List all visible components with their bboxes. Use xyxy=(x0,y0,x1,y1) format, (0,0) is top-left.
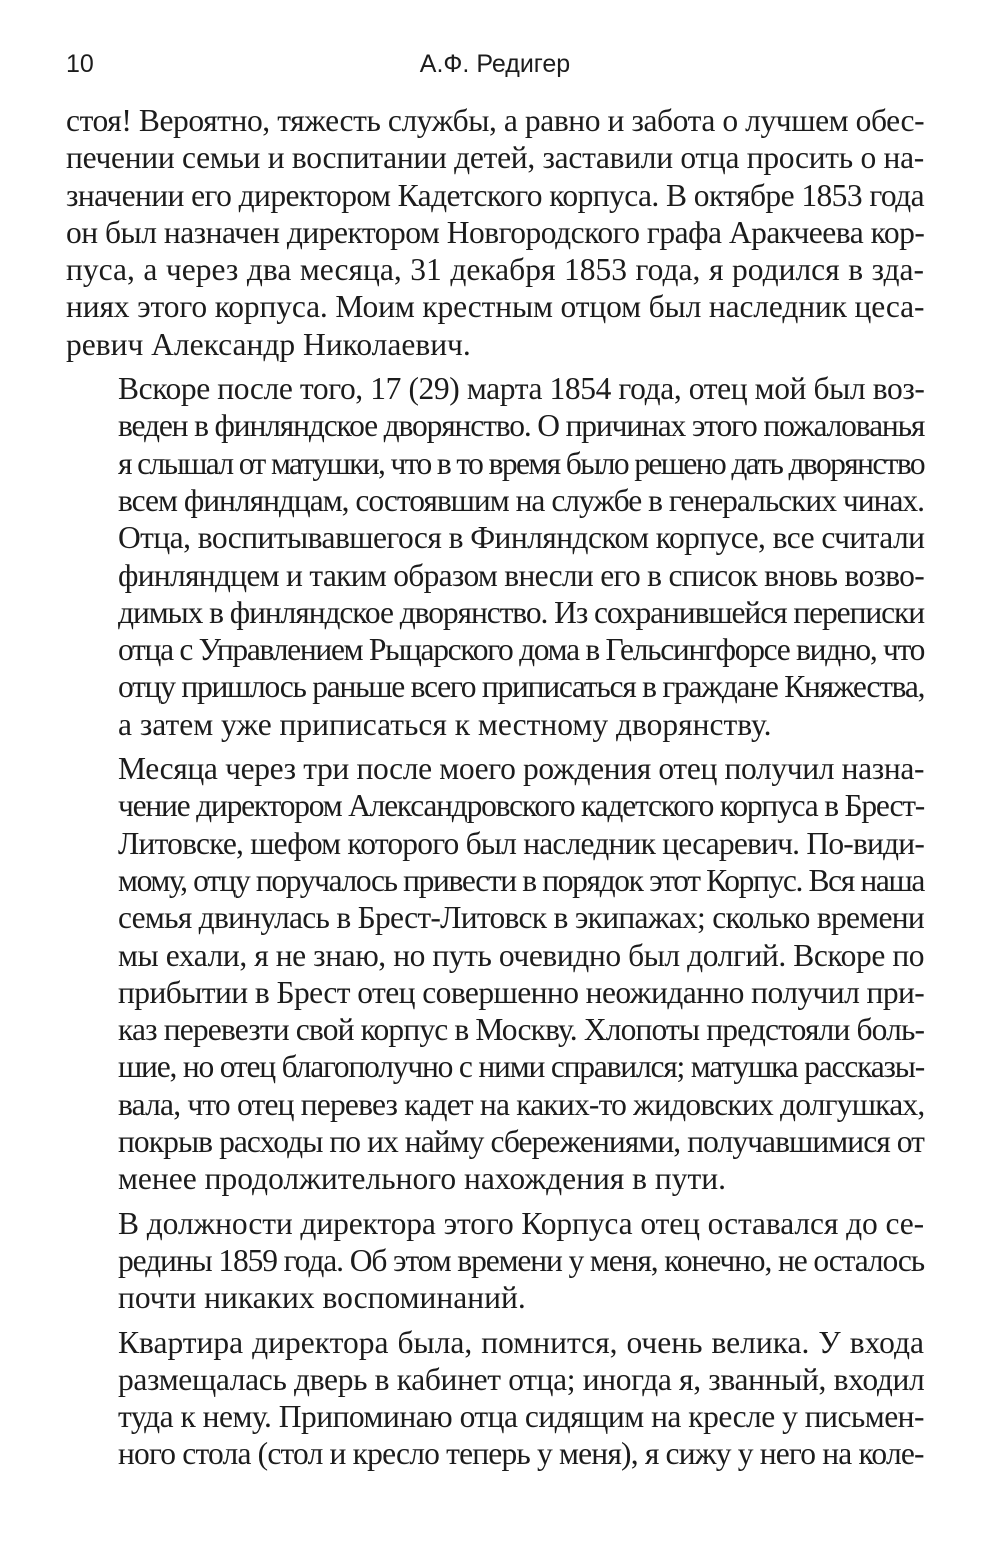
page-number: 10 xyxy=(66,50,94,78)
text-line: он был назначен директором Новгородского графа Аракчеева кор- xyxy=(66,214,925,250)
text-line: стоя! Вероятно, тяжесть службы, а равно и забота о лучшем обес- xyxy=(66,103,925,138)
text-line: отцу пришлось раньше всего приписаться в граждане Княжества, xyxy=(118,669,925,705)
text-line: менее продолжительного нахождения в пути. xyxy=(118,1161,727,1197)
paragraph xyxy=(66,102,924,363)
text-line: прибытии в Брест отец совершенно неожиданно получил при- xyxy=(118,974,925,1010)
text-line: каз перевезти свой корпус в Москву. Хлопоты предстояли боль- xyxy=(118,1012,925,1048)
text-line: В должности директора этого Корпуса отец оставался до се- xyxy=(118,1205,924,1241)
text-line: чение директором Александровского кадетского корпуса в Брест- xyxy=(118,788,925,824)
text-line: я слышал от матушки, что в то время было решено дать дворянство xyxy=(118,445,924,481)
text-line: димых в финляндское дворянство. Из сохранившейся переписки xyxy=(118,594,924,630)
text-line: Вскоре после того, 17 (29) марта 1854 года, отец мой был воз- xyxy=(118,371,925,407)
text-line: ревич Александр Николаевич. xyxy=(66,326,471,362)
text-line: отца с Управлением Рыцарского дома в Гельсингфорсе видно, что xyxy=(118,632,925,668)
text-line: веден в финляндское дворянство. О причинах этого пожалованья xyxy=(118,408,925,444)
paragraph xyxy=(66,750,924,1198)
text-line: финляндцем и таким образом внесли его в список вновь возво- xyxy=(118,557,924,593)
text-line: шие, но отец благополучно с ними справился; матушка рассказы- xyxy=(118,1049,924,1085)
text-line: Квартира директора была, помнится, очень велика. У входа xyxy=(118,1324,924,1360)
text-line: печении семьи и воспитании детей, заставили отца просить о на- xyxy=(66,140,924,176)
text-line: Месяца через три после моего рождения отец получил назна- xyxy=(118,751,925,787)
text-line: размещалась дверь в кабинет отца; иногда я, званный, входил xyxy=(118,1361,925,1397)
paragraph xyxy=(66,1205,924,1317)
text-line: ниях этого корпуса. Моим крестным отцом был наследник цеса- xyxy=(66,289,925,325)
text-line: почти никаких воспоминаний. xyxy=(118,1280,526,1316)
text-line: мому, отцу поручалось привести в порядок этот Корпус. Вся наша xyxy=(118,862,924,898)
text-line: ного стола (стол и кресло теперь у меня), я сижу у него на коле- xyxy=(118,1436,924,1472)
body-text xyxy=(66,102,924,1480)
paragraph xyxy=(66,1324,924,1473)
text-line: туда к нему. Припоминаю отца сидящим на кресле у письмен- xyxy=(118,1399,924,1435)
text-line: а затем уже приписаться к местному дворянству. xyxy=(118,706,772,742)
text-line: пуса, а через два месяца, 31 декабря 1853 года, я родился в зда- xyxy=(66,252,924,288)
text-line: значении его директором Кадетского корпуса. В октябре 1853 года xyxy=(66,177,925,213)
running-header xyxy=(66,44,924,84)
running-title: А.Ф. Редигер xyxy=(419,50,571,78)
text-line: покрыв расходы по их найму сбережениями, получавшимися от xyxy=(118,1124,925,1160)
text-line: вала, что отец перевез кадет на каких-то жидовских долгушках, xyxy=(118,1086,925,1122)
paragraph xyxy=(66,370,924,743)
text-line: семья двинулась в Брест-Литовск в экипажах; сколько времени xyxy=(118,900,924,936)
text-line: мы ехали, я не знаю, но путь очевидно был долгий. Вскоре по xyxy=(118,937,925,973)
text-line: редины 1859 года. Об этом времени у меня, конечно, не осталось xyxy=(118,1242,924,1278)
text-line: Отца, воспитывавшегося в Финляндском корпусе, все считали xyxy=(118,520,925,556)
text-line: Литовске, шефом которого был наследник цесаревич. По-види- xyxy=(118,825,924,861)
text-line: всем финляндцам, состоявшим на службе в генеральских чинах. xyxy=(118,482,924,518)
